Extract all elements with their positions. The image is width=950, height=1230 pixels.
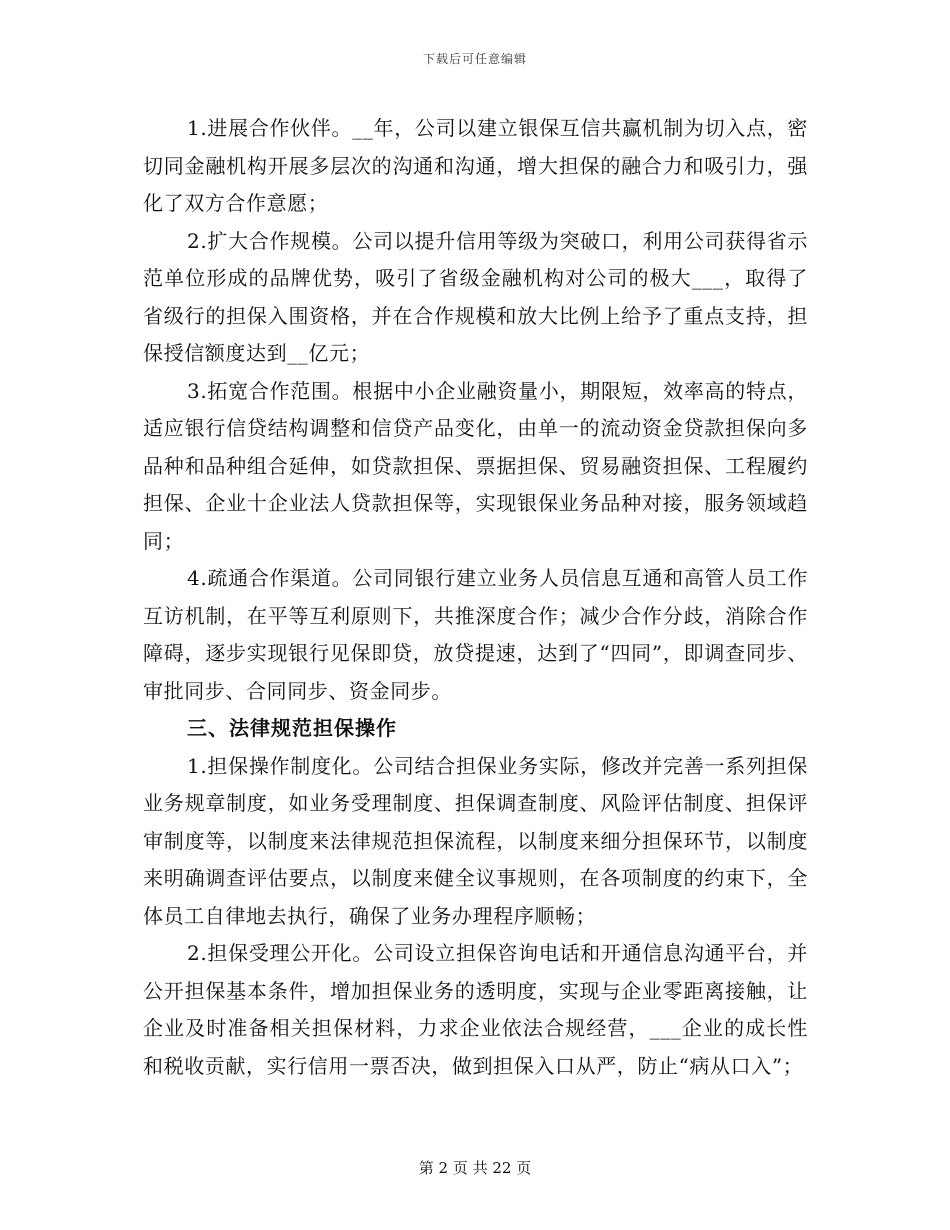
document-body — [143, 110, 808, 1085]
paragraph-scale-expansion: 2.扩大合作规模。公司以提升信用等级为突破口，利用公司获得省示范单位形成的品牌优势，吸引了省级金融机构对公司的极大___，取得了省级行的担保入围资格，并在合作规模和放大比例上给予了重点支持，担保授信额度达到__亿元； — [143, 228, 808, 365]
page-number-footer: 第 2 页 共 22 页 — [418, 1159, 532, 1177]
paragraph-partner-development: 1.进展合作伙伴。__年，公司以建立银保互信共赢机制为切入点，密切同金融机构开展多层次的沟通和沟通，增大担保的融合力和吸引力，强化了双方合作意愿； — [143, 116, 808, 215]
paragraph-channel-clearing: 4.疏通合作渠道。公司同银行建立业务人员信息互通和高管人员工作互访机制，在平等互利原则下，共推深度合作；减少合作分歧，消除合作障碍，逐步实现银行见保即贷，放贷提速，达到了“四同”，即调查同步、审批同步、合同同步、资金同步。 — [143, 566, 808, 703]
paragraph-public-acceptance: 2.担保受理公开化。公司设立担保咨询电话和开通信息沟通平台，并公开担保基本条件，增加担保业务的透明度，实现与企业零距离接触，让企业及时准备相关担保材料，力求企业依法合规经营，___企业的成长性和税收贡献，实行信用一票否决，做到担保入口从严，防止“病从口入”； — [143, 941, 808, 1078]
page-header-note: 下载后可任意编辑 — [422, 52, 527, 66]
section-heading: 三、法律规范担保操作 — [187, 716, 397, 740]
paragraph-scope-broadening: 3.拓宽合作范围。根据中小企业融资量小，期限短，效率高的特点，适应银行信贷结构调整和信贷产品变化，由单一的流动资金贷款担保向多品种和品种组合延伸，如贷款担保、票据担保、贸易融资担保、工程履约担保、企业十企业法人贷款担保等，实现银保业务品种对接，服务领域趋同； — [143, 378, 808, 553]
paragraph-institutionalization: 1.担保操作制度化。公司结合担保业务实际，修改并完善一系列担保业务规章制度，如业务受理制度、担保调查制度、风险评估制度、担保评审制度等，以制度来法律规范担保流程，以制度来细分担保环节，以制度来明确调查评估要点，以制度来健全议事规则，在各项制度的约束下，全体员工自律地去执行，确保了业务办理程序顺畅； — [143, 753, 808, 928]
